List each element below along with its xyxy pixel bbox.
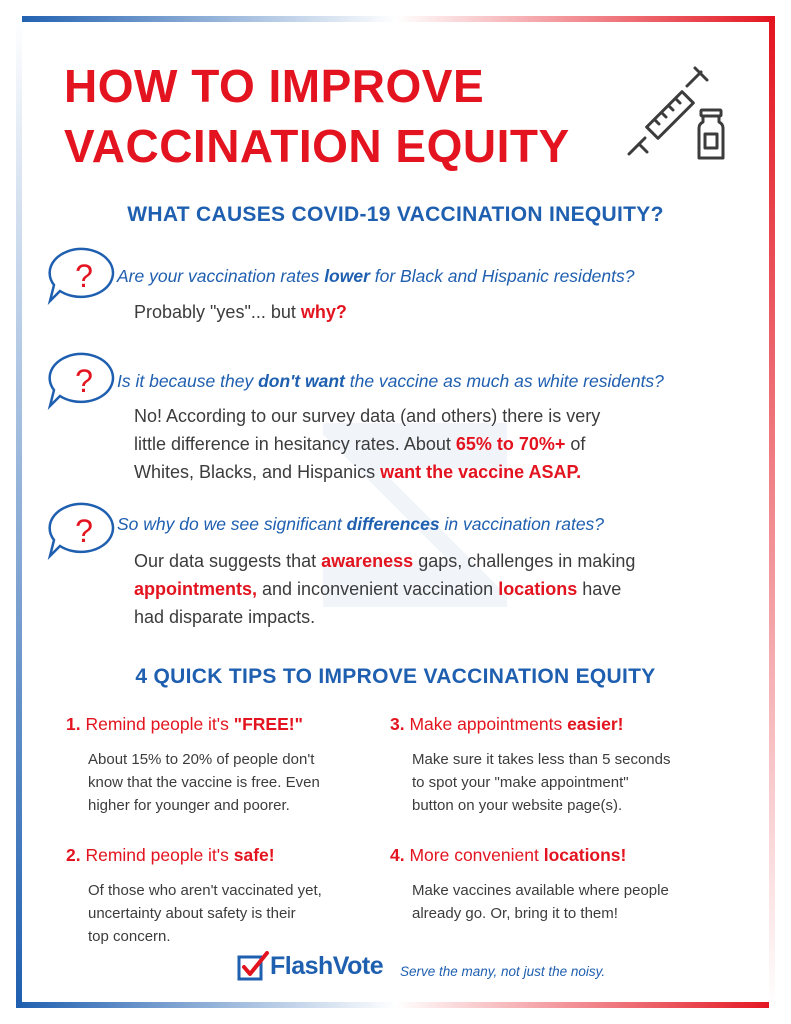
page-title <box>64 56 570 176</box>
tip-2-heading: 2. Remind people it's safe! <box>66 845 275 865</box>
question-3: So why do we see significant differences in vaccination rates? <box>117 514 605 534</box>
checkbox-check-icon <box>236 950 270 984</box>
tip-1-heading: 1. Remind people it's "FREE!" <box>66 714 303 734</box>
frame-top-border <box>16 16 775 22</box>
answer-2: No! According to our survey data (and others) there is very little difference in hesitancy rates. About 65% to 70%+ of Whites, Blacks, and Hispanics want the vaccine ASAP. <box>134 406 601 482</box>
svg-text:?: ? <box>75 258 93 294</box>
tagline: Serve the many, not just the noisy. <box>400 964 606 979</box>
answer-1: Probably "yes"... but why? <box>134 302 347 322</box>
tip-3-heading: 3. Make appointments easier! <box>390 714 624 734</box>
frame-bottom-border <box>16 1002 775 1008</box>
title-line-1: HOW TO IMPROVE <box>64 60 485 112</box>
tip-3-body: Make sure it takes less than 5 seconds to spot your "make appointment" button on your website page(s). <box>412 751 671 814</box>
tip-2-body: Of those who aren't vaccinated yet, uncertainty about safety is their top concern. <box>88 882 322 945</box>
title-line-2: VACCINATION EQUITY <box>64 120 570 172</box>
question-bubble-icon <box>44 500 122 560</box>
section-heading-tips: 4 QUICK TIPS TO IMPROVE VACCINATION EQUITY <box>135 665 656 688</box>
question-1: Are your vaccination rates lower for Black and Hispanic residents? <box>117 266 635 286</box>
svg-text:?: ? <box>75 363 93 399</box>
frame-left-border <box>16 16 22 1008</box>
svg-text:?: ? <box>75 513 93 549</box>
question-2: Is it because they don't want the vaccine as much as white residents? <box>117 371 664 391</box>
flashvote-logo: FlashVote <box>270 952 384 980</box>
question-bubble-icon <box>44 350 122 410</box>
frame-right-border <box>769 16 775 1008</box>
answer-3: Our data suggests that awareness gaps, challenges in making appointments, and inconvenient vaccination locations have had disparate impacts. <box>134 551 636 627</box>
tip-4-body: Make vaccines available where people already go. Or, bring it to them! <box>412 882 669 922</box>
tip-1-body: About 15% to 20% of people don't know that the vaccine is free. Even higher for younger and poorer. <box>88 751 320 814</box>
question-bubble-icon <box>44 245 122 305</box>
section-heading-causes: WHAT CAUSES COVID-19 VACCINATION INEQUITY? <box>127 203 664 226</box>
tip-4-heading: 4. More convenient locations! <box>390 845 627 865</box>
syringe-vial-icon <box>625 62 735 167</box>
